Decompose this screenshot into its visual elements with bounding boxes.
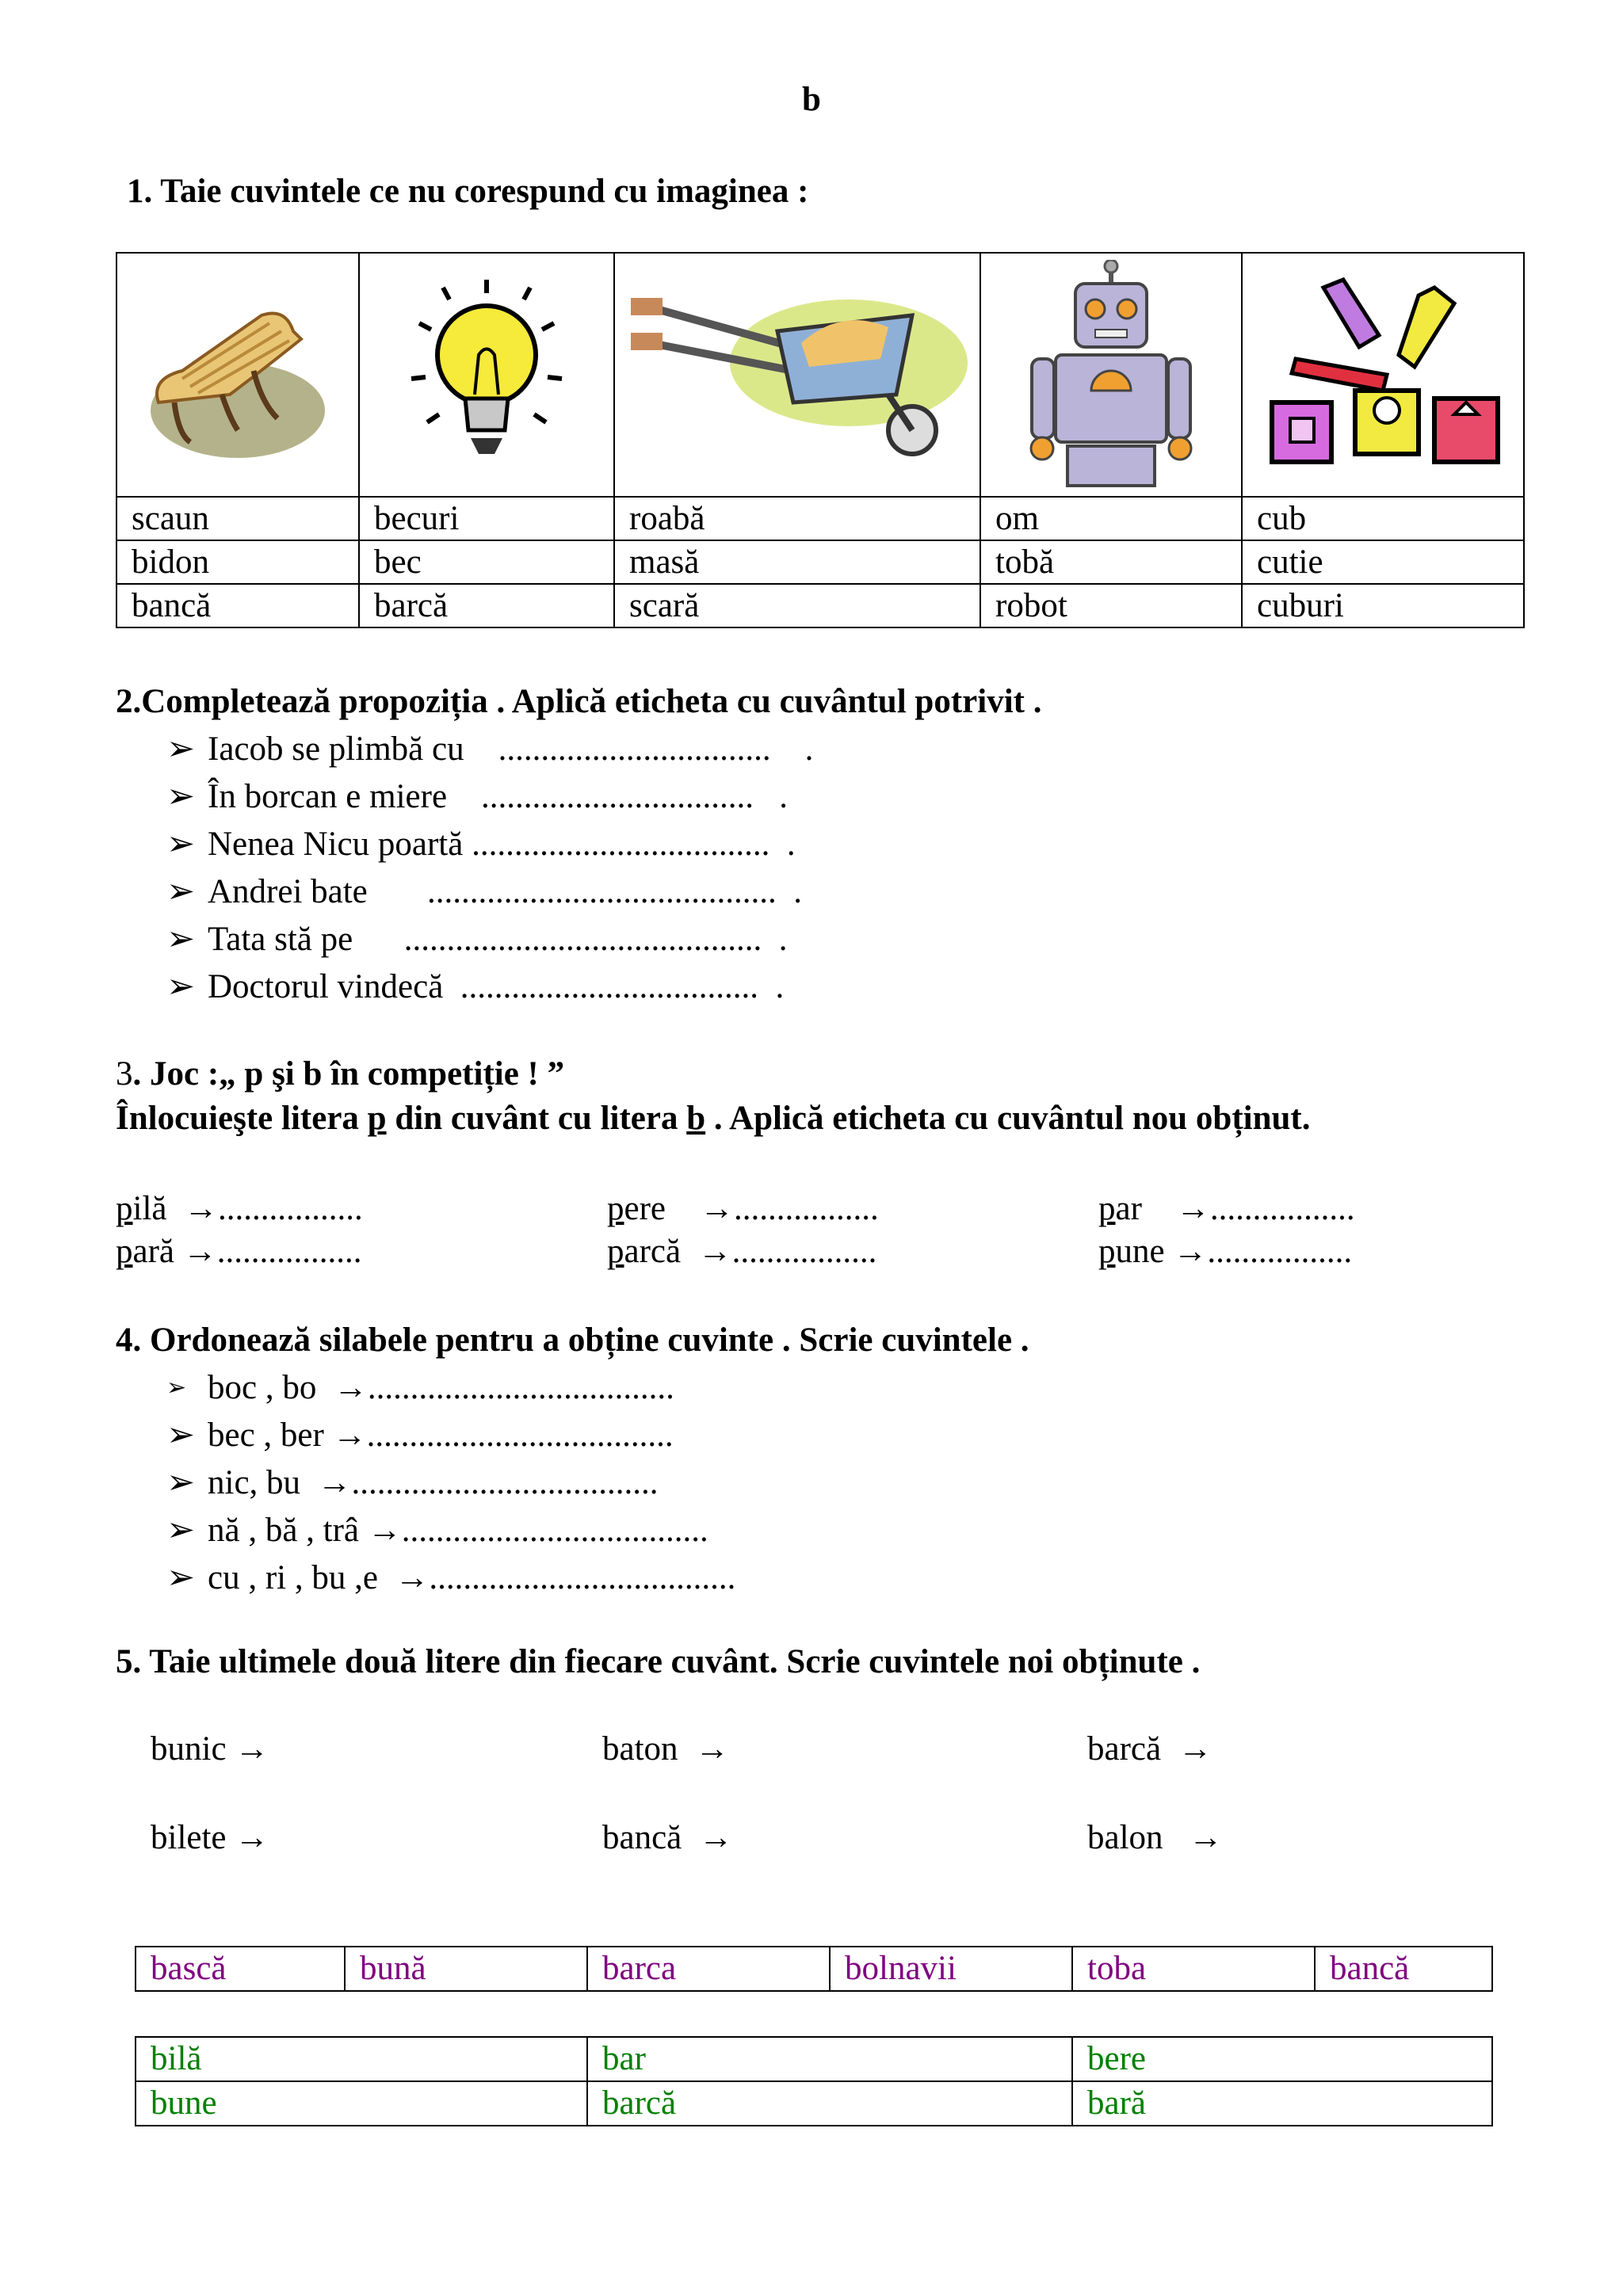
word-cell[interactable]: masă	[614, 540, 980, 584]
bench-icon	[135, 284, 341, 466]
arrow-bullet-icon: ➢	[166, 968, 196, 1005]
robot-cell	[980, 253, 1242, 497]
sentence-item	[166, 773, 813, 821]
underlined-p: p	[116, 1233, 133, 1270]
replace-rest: arcă →.................	[624, 1233, 877, 1270]
syllable-text[interactable]: cu , ri , bu ,e →....................................	[208, 1559, 736, 1596]
lightbulb-icon	[395, 276, 578, 474]
sticker-word[interactable]: bilă	[136, 2037, 587, 2081]
instruction-part: din cuvânt cu litera	[386, 1100, 687, 1137]
sticker-word[interactable]: bune	[136, 2081, 587, 2126]
arrow-bullet-icon: ➢	[166, 1417, 196, 1454]
word-cell[interactable]: roabă	[614, 497, 980, 540]
sentence-item	[166, 916, 813, 963]
replace-item[interactable]	[1098, 1230, 1352, 1274]
word-cell[interactable]: scară	[614, 584, 980, 627]
sticker-word[interactable]: bere	[1072, 2037, 1492, 2081]
letter-p: p	[367, 1100, 387, 1137]
word-cell[interactable]: scaun	[116, 497, 359, 540]
exercise-4-title: 4. Ordonează silabele pentru a obține cuvinte . Scrie cuvintele .	[116, 1322, 1029, 1359]
arrow-bullet-icon: ➢	[166, 1512, 196, 1549]
underlined-p: p	[1098, 1190, 1116, 1227]
exercise-3-instruction	[116, 1098, 1311, 1139]
arrow-bullet-icon: ➢	[166, 1375, 187, 1401]
word-cell[interactable]: bec	[359, 540, 614, 584]
arrow-bullet-icon: ➢	[166, 730, 196, 768]
exercise-2-list	[166, 726, 814, 1011]
instruction-part: . Aplică eticheta cu cuvântul nou obținut.	[705, 1100, 1311, 1137]
sentence-text[interactable]: Tata stă pe .......................................... .	[208, 921, 788, 958]
word-cell[interactable]: bidon	[116, 540, 359, 584]
word-cell[interactable]: robot	[980, 584, 1242, 627]
sticker-word[interactable]: barca	[587, 1947, 830, 1991]
blocks-icon	[1260, 272, 1506, 478]
arrow-bullet-icon: ➢	[166, 826, 196, 863]
exercise-4-list	[166, 1364, 736, 1602]
syllable-text[interactable]: nic, bu →....................................	[208, 1464, 659, 1501]
word-cell[interactable]: cuburi	[1242, 584, 1524, 627]
sticker-table-purple	[135, 1946, 1493, 1992]
letter-b: b	[686, 1100, 706, 1137]
replace-item[interactable]	[607, 1187, 879, 1231]
replace-rest: ar →.................	[1115, 1190, 1355, 1227]
lightbulb-cell	[359, 253, 614, 497]
replace-item[interactable]	[116, 1230, 362, 1274]
exercise-3-heading: . Joc :„ p şi b în competiție ! ”	[132, 1055, 565, 1093]
exercise-3-number: 3	[116, 1055, 133, 1093]
sticker-word[interactable]: bară	[1072, 2081, 1492, 2126]
underlined-p: p	[607, 1233, 624, 1270]
truncate-item[interactable]: bancă →	[602, 1819, 733, 1856]
replace-item[interactable]	[116, 1187, 363, 1231]
sticker-table-green	[135, 2036, 1493, 2126]
sticker-word[interactable]: bună	[345, 1947, 587, 1991]
replace-item[interactable]	[1098, 1187, 1355, 1231]
word-cell[interactable]: bancă	[116, 584, 359, 627]
arrow-bullet-icon: ➢	[166, 1559, 196, 1596]
sticker-word[interactable]: bancă	[1315, 1947, 1492, 1991]
exercise-5-title: 5. Taie ultimele două litere din fiecare cuvânt. Scrie cuvintele noi obținute .	[116, 1643, 1201, 1680]
exercise-3-title	[116, 1054, 564, 1095]
syllable-item	[166, 1364, 735, 1412]
sticker-word[interactable]: bască	[136, 1947, 345, 1991]
exercise-1-table	[116, 252, 1525, 628]
blocks-cell	[1242, 253, 1524, 497]
sticker-word[interactable]: toba	[1072, 1947, 1315, 1991]
truncate-item[interactable]: barcă →	[1087, 1730, 1212, 1768]
syllable-item	[166, 1554, 736, 1602]
sentence-text[interactable]: Nenea Nicu poartă ................................... .	[208, 826, 796, 863]
truncate-item[interactable]: bilete →	[151, 1819, 269, 1856]
exercise-1-title: 1. Taie cuvintele ce nu corespund cu imaginea :	[127, 173, 809, 210]
syllable-item	[166, 1412, 735, 1459]
bench-cell	[116, 253, 359, 497]
replace-rest: une →.................	[1115, 1233, 1353, 1270]
sentence-item	[166, 821, 813, 868]
sentence-text[interactable]: În borcan e miere ................................ .	[208, 778, 789, 815]
sentence-text[interactable]: Doctorul vindecă ................................... .	[208, 968, 785, 1005]
arrow-bullet-icon: ➢	[166, 873, 196, 910]
wheelbarrow-cell	[614, 253, 980, 497]
word-cell[interactable]: barcă	[359, 584, 614, 627]
sticker-word[interactable]: barcă	[587, 2081, 1072, 2126]
syllable-text[interactable]: nă , bă , trâ →....................................	[208, 1512, 708, 1549]
robot-icon	[1020, 260, 1202, 490]
word-cell[interactable]: cutie	[1242, 540, 1524, 584]
replace-rest: ere →.................	[624, 1190, 879, 1227]
replace-rest: ilă →.................	[132, 1190, 363, 1227]
syllable-text[interactable]: bec , ber →....................................	[208, 1417, 674, 1454]
word-cell[interactable]: becuri	[359, 497, 614, 540]
arrow-bullet-icon: ➢	[166, 778, 196, 815]
truncate-item[interactable]: bunic →	[151, 1730, 269, 1768]
syllable-item	[166, 1507, 735, 1554]
underlined-p: p	[607, 1190, 624, 1227]
truncate-item[interactable]: balon →	[1087, 1819, 1223, 1856]
syllable-text[interactable]: boc , bo →....................................	[208, 1369, 674, 1406]
syllable-item	[166, 1459, 735, 1507]
underlined-p: p	[116, 1190, 133, 1227]
sentence-item	[166, 726, 814, 773]
sticker-word[interactable]: bolnavii	[830, 1947, 1072, 1991]
word-cell[interactable]: tobă	[980, 540, 1242, 584]
truncate-item[interactable]: baton →	[602, 1730, 730, 1768]
word-cell[interactable]: om	[980, 497, 1242, 540]
sentence-item	[166, 963, 813, 1011]
replace-rest: ară →.................	[132, 1233, 362, 1270]
sentence-text[interactable]: Iacob se plimbă cu ................................ .	[208, 730, 814, 768]
sentence-text[interactable]: Andrei bate ......................................... .	[208, 873, 803, 910]
sticker-word[interactable]: bar	[587, 2037, 1072, 2081]
word-cell[interactable]: cub	[1242, 497, 1524, 540]
sentence-item	[166, 868, 813, 916]
exercise-2-title: 2.Completează propoziția . Aplică eticheta cu cuvântul potrivit .	[116, 683, 1042, 720]
replace-item[interactable]	[607, 1230, 876, 1274]
page-title: b	[802, 81, 821, 118]
underlined-p: p	[1098, 1233, 1116, 1270]
instruction-part: Înlocuieşte litera	[116, 1100, 368, 1137]
arrow-bullet-icon: ➢	[166, 921, 196, 958]
wheelbarrow-icon	[627, 284, 968, 466]
arrow-bullet-icon: ➢	[166, 1464, 196, 1501]
